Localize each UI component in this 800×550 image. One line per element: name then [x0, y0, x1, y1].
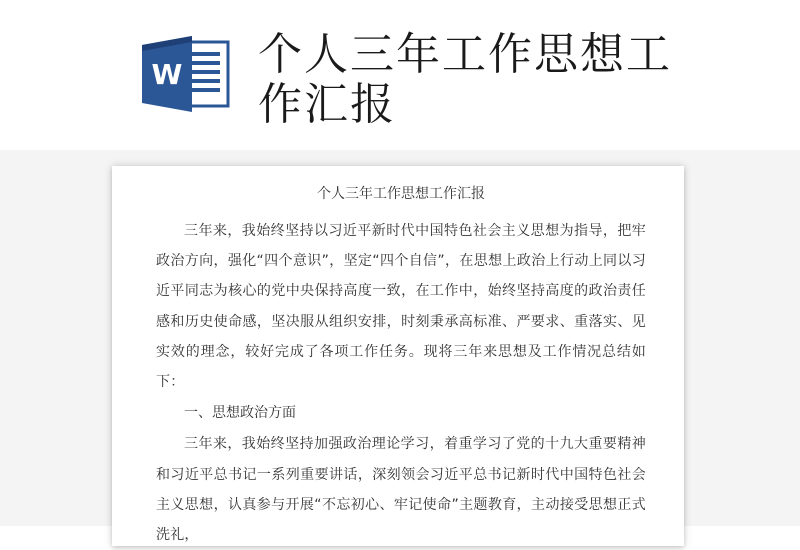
section-heading: 一、思想政治方面	[184, 405, 296, 422]
word-icon	[142, 36, 232, 112]
paragraph-section-1: 三年来，我始终坚持加强政治理论学习，着重学习了党的十九大重要精神和习近平总书记一系列重要讲话，深刻领会习近平总书记新时代中国特色社会主义思想，认真参与开展“不忘初心、牢记使命”主题教育，主动接受思想正式洗礼，	[156, 436, 646, 544]
page-title: 个人三年工作思想工作汇报	[258, 29, 672, 130]
word-icon-letter: W	[151, 58, 183, 91]
paragraph-intro: 三年来，我始终坚持以习近平新时代中国特色社会主义思想为指导，把牢政治方向，强化“四个意识”，坚定“四个自信”，在思想上政治上行动上同以习近平同志为核心的党中央保持高度一致，在工作中，始终坚持高度的政治责任感和历史使命感，坚决服从组织安排，时刻秉承高标准、严要求、重落实、见实效的理念，较好完成了各项工作任务。现将三年来思想及工作情况总结如下：	[156, 223, 646, 391]
header-band	[0, 0, 800, 150]
document-page	[112, 166, 684, 546]
document-title: 个人三年工作思想工作汇报	[317, 186, 485, 202]
document-body	[156, 184, 646, 550]
